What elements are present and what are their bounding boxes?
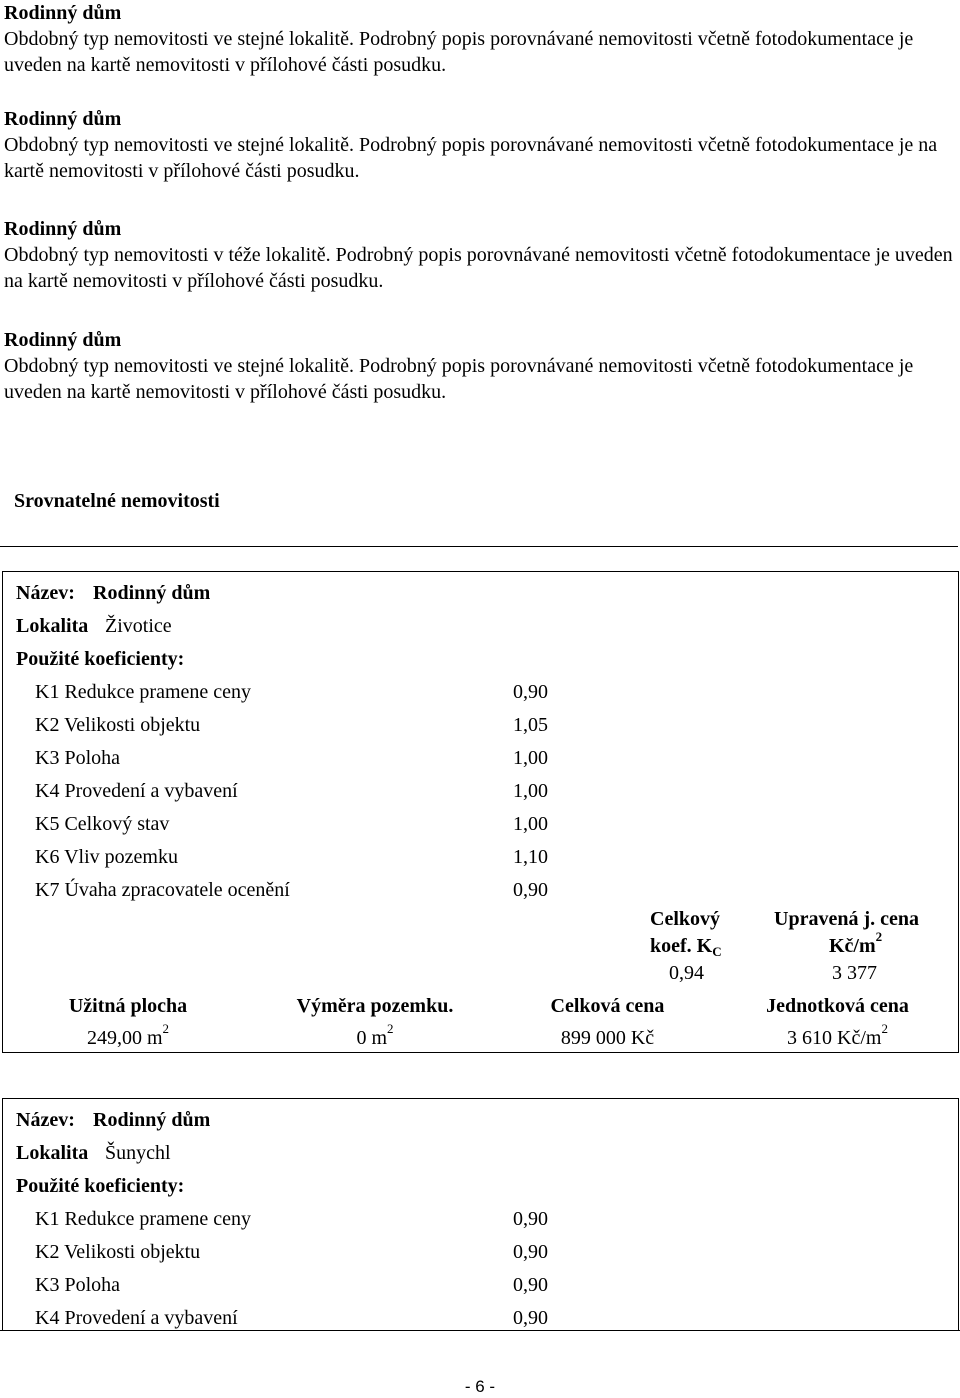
coefficient-label: K3 Poloha bbox=[35, 747, 120, 769]
page-bottom-rule bbox=[0, 1330, 960, 1331]
intro-entry bbox=[4, 216, 954, 294]
adjusted-price-unit: $Kč/m^2$ bbox=[829, 929, 883, 957]
property-name-label: Název: bbox=[16, 582, 75, 604]
coefficient-value: 1,10 bbox=[513, 846, 548, 868]
intro-entry bbox=[4, 0, 954, 78]
location-label: Lokalita bbox=[16, 1142, 89, 1164]
property-name-label: Název: bbox=[16, 1109, 75, 1131]
adjusted-price-header: Upravená j. cena bbox=[774, 908, 919, 930]
intro-entry-desc: Obdobný typ nemovitosti ve stejné lokalitě. Podrobný popis porovnávané nemovitosti včetně fotodokumentace je uveden na kartě nemovitosti v přílohové části posudku. bbox=[4, 28, 914, 76]
coefficient-value: 1,00 bbox=[513, 813, 548, 835]
intro-entry-title: Rodinný dům bbox=[4, 2, 122, 24]
coefficient-value: 0,90 bbox=[513, 1208, 548, 1230]
coefficient-value: 1,05 bbox=[513, 714, 548, 736]
property-name: Rodinný dům bbox=[93, 1109, 211, 1131]
total-coef-value: 0,94 bbox=[669, 962, 704, 984]
intro-entry-desc: Obdobný typ nemovitosti v téže lokalitě. Podrobný popis porovnávané nemovitosti včetně fotodokumentace je uveden na kartě nemovitosti v přílohové části posudku. bbox=[4, 244, 953, 292]
coefficients-heading: Použité koeficienty: bbox=[16, 648, 185, 670]
coefficient-value: 0,90 bbox=[513, 1274, 548, 1296]
total-coef-header-2: koef. $K_C$ bbox=[650, 935, 722, 959]
coefficient-value: 1,00 bbox=[513, 780, 548, 802]
usable-area-header: Užitná plocha bbox=[68, 995, 188, 1017]
coefficient-value: 0,90 bbox=[513, 879, 548, 901]
coefficient-label: K3 Poloha bbox=[35, 1274, 120, 1296]
intro-entry bbox=[4, 327, 954, 405]
intro-entry-title: Rodinný dům bbox=[4, 218, 122, 240]
coefficients-heading: Použité koeficienty: bbox=[16, 1175, 185, 1197]
total-price-value: 899 000 Kč bbox=[560, 1027, 655, 1049]
intro-entry-desc: Obdobný typ nemovitosti ve stejné lokalitě. Podrobný popis porovnávané nemovitosti včetně fotodokumentace je na kartě nemovitosti v přílohové části posudku. bbox=[4, 134, 938, 182]
location-value: Životice bbox=[105, 615, 172, 637]
coefficient-label: K2 Velikosti objektu bbox=[35, 714, 201, 736]
intro-entry-title: Rodinný dům bbox=[4, 329, 122, 351]
coefficient-value: 0,90 bbox=[513, 681, 548, 703]
total-coef-header: Celkový bbox=[650, 908, 720, 930]
intro-entry-desc: Obdobný typ nemovitosti ve stejné lokalitě. Podrobný popis porovnávané nemovitosti včetně fotodokumentace je uveden na kartě nemovitosti v přílohové části posudku. bbox=[4, 355, 914, 403]
coefficient-value: 1,00 bbox=[513, 747, 548, 769]
land-area-value: 0 $m^2$ bbox=[356, 1021, 394, 1049]
coefficient-label: K7 Úvaha zpracovatele ocenění bbox=[35, 879, 290, 901]
total-price-header: Celková cena bbox=[550, 995, 665, 1017]
property-name: Rodinný dům bbox=[93, 582, 211, 604]
coefficient-label: K1 Redukce pramene ceny bbox=[35, 1208, 252, 1230]
coefficient-value: 0,90 bbox=[513, 1307, 548, 1329]
coefficient-label: K5 Celkový stav bbox=[35, 813, 170, 835]
intro-entry-title: Rodinný dům bbox=[4, 108, 122, 130]
coefficient-label: K4 Provedení a vybavení bbox=[35, 780, 238, 802]
unit-price-value: 3 610 $Kč/m^2$ bbox=[787, 1021, 888, 1049]
coefficient-label: K1 Redukce pramene ceny bbox=[35, 681, 252, 703]
location-label: Lokalita bbox=[16, 615, 89, 637]
adjusted-price-value: 3 377 bbox=[832, 962, 877, 984]
unit-price-header: Jednotková cena bbox=[766, 995, 909, 1017]
land-area-header: Výměra pozemku. bbox=[296, 995, 454, 1017]
section-title: Srovnatelné nemovitosti bbox=[14, 490, 220, 512]
coefficient-label: K4 Provedení a vybavení bbox=[35, 1307, 238, 1329]
location-value: Šunychl bbox=[105, 1142, 171, 1164]
page-number: - 6 - bbox=[464, 1377, 496, 1396]
usable-area-value: 249,00 $m^2$ bbox=[86, 1021, 170, 1049]
section-divider bbox=[0, 546, 958, 547]
coefficient-label: K6 Vliv pozemku bbox=[35, 846, 178, 868]
coefficient-value: 0,90 bbox=[513, 1241, 548, 1263]
coefficient-label: K2 Velikosti objektu bbox=[35, 1241, 201, 1263]
intro-entry bbox=[4, 106, 954, 184]
